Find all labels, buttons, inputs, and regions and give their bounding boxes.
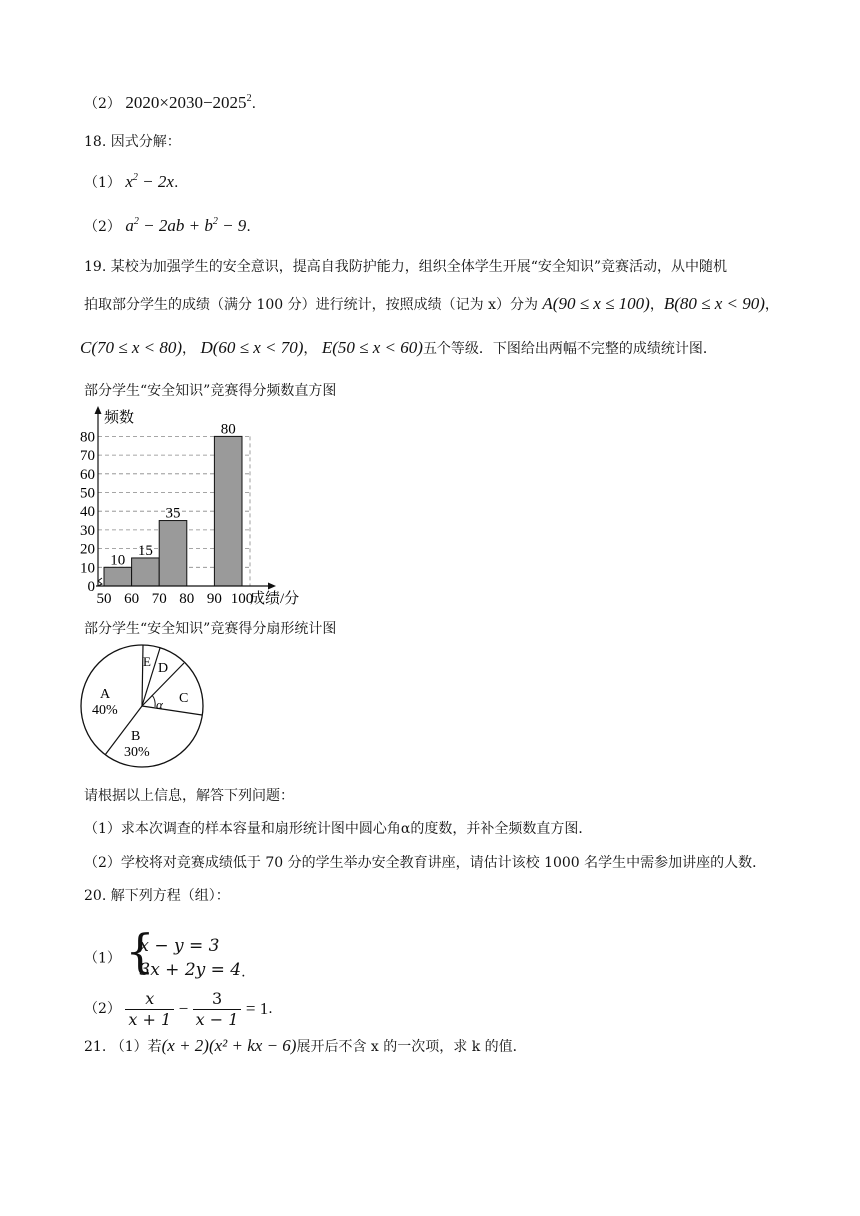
pie-label-a: A: [100, 687, 111, 702]
q21-text2: 展开后不含 x 的一次项，求 k 的值．: [296, 1039, 527, 1055]
bar-data-label-4: 80: [220, 421, 236, 438]
q19-line2-text: 拍取部分学生的成绩（满分 100 分）进行统计，按照成绩（记为 x）分为: [84, 297, 543, 313]
q20-title: 20. 解下列方程（组）：: [84, 888, 230, 904]
period: .: [173, 175, 179, 191]
bar-data-label-2: 15: [137, 542, 153, 559]
x-tick-60: 60: [124, 591, 140, 607]
pie-caption: 部分学生“安全知识”竞赛得分扇形统计图: [84, 621, 337, 637]
fraction-2: $\frac{3}{x - 1}$: [193, 989, 242, 1030]
sep: ，: [649, 297, 664, 313]
y-tick-60: 60: [80, 466, 95, 483]
q19-sub2: （2）学校将对竞赛成绩低于 70 分的学生举办安全教育讲座，请估计该校 1000 名学生中需参加讲座的人数．: [84, 855, 767, 871]
sep: ，: [303, 341, 318, 357]
x-tick-50: 50: [96, 591, 112, 607]
pie-label-c: C: [179, 691, 189, 706]
q21-expression: (x + 2)(x² + kx − 6): [161, 1036, 297, 1055]
x-tick-100: 100: [230, 591, 254, 607]
y-axis-title: 频数: [104, 410, 135, 426]
pie-label-d: D: [158, 661, 169, 676]
q21-line: [84, 1036, 527, 1057]
bar-data-label-3: 35: [165, 505, 181, 522]
histogram-caption: 部分学生“安全知识”竞赛得分频数直方图: [84, 383, 337, 399]
y-tick-70: 70: [80, 448, 95, 465]
y-tick-50: 50: [80, 485, 95, 502]
left-brace: {: [125, 924, 155, 978]
frequency-histogram: [60, 404, 350, 608]
histogram-bar-1: [104, 567, 132, 586]
y-tick-20: 20: [80, 541, 95, 558]
fraction-1: $\frac{x}{x + 1}$: [125, 989, 174, 1030]
sep: ，: [182, 341, 197, 357]
q19-line3: [80, 338, 717, 359]
part-label: （1）: [84, 175, 121, 191]
q17-expression: $2020\times 2030-2025^2$: [125, 93, 252, 112]
x-axis-title: 成绩/分: [250, 591, 300, 607]
x-axis-arrow: [268, 583, 276, 590]
grade-c: C(70 ≤ x < 80): [80, 338, 183, 357]
y-tick-10: 10: [80, 560, 95, 577]
period: .: [251, 96, 257, 112]
y-tick-80: 80: [80, 429, 95, 446]
pie-chart: [76, 644, 208, 768]
histogram-bar-2: [132, 558, 160, 586]
x-tick-90: 90: [206, 591, 222, 607]
q18-title: 18. 因式分解：: [84, 134, 181, 150]
bar-data-label-1: 10: [110, 552, 126, 569]
pie-label-e: E: [143, 654, 151, 669]
q19-prompt: 请根据以上信息，解答下列问题：: [84, 788, 294, 804]
alpha-label: α: [156, 697, 163, 712]
equation-system: [125, 924, 242, 983]
part-label: （2）: [84, 219, 121, 235]
q18-2-expression: $a^2 - 2ab + b^2 - 9$: [125, 216, 247, 235]
q21-text1: 21. （1）若: [84, 1039, 162, 1055]
period: .: [241, 964, 246, 981]
pie-value-a: 40%: [92, 703, 118, 718]
part-label: （2）: [84, 1001, 121, 1017]
period: .: [246, 219, 251, 235]
histogram-bar-3: [159, 521, 187, 586]
x-tick-80: 80: [179, 591, 195, 607]
q19-sub1: （1）求本次调查的样本容量和扇形统计图中圆心角α的度数，并补全频数直方图．: [84, 821, 593, 837]
x-tick-70: 70: [151, 591, 167, 607]
q20-part1: [84, 924, 246, 985]
y-tick-30: 30: [80, 522, 95, 539]
y-axis-arrow: [95, 406, 102, 414]
rhs: = 1: [245, 999, 269, 1018]
part-label: （1）: [84, 950, 121, 967]
grade-a: A(90 ≤ x ≤ 100): [542, 294, 650, 313]
pie-label-b: B: [131, 729, 141, 744]
equation-2: 3x + 2y = 4: [139, 960, 242, 980]
q18-part1: [84, 172, 178, 193]
q19-line1: 19. 某校为加强学生的安全意识，提高自我防护能力，组织全体学生开展“安全知识”竞赛活动，从中随机: [84, 259, 728, 275]
sep: ，: [764, 297, 779, 313]
grade-b: B(80 ≤ x < 90): [663, 294, 765, 313]
y-tick-0: 0: [87, 579, 95, 595]
histogram-bar-4: [214, 436, 242, 586]
q18-part2: [84, 216, 251, 237]
q17-part2: [84, 93, 256, 114]
q19-line2: [84, 294, 779, 315]
equation-1: x − y = 3: [139, 936, 220, 956]
part-label: （2）: [84, 96, 121, 112]
q18-1-expression: $x^2 - 2x$: [125, 172, 174, 191]
y-tick-40: 40: [80, 504, 95, 521]
minus-sign: −: [178, 999, 189, 1018]
period: .: [268, 1001, 273, 1017]
grade-e: E(50 ≤ x < 60): [321, 338, 423, 357]
pie-value-b: 30%: [124, 745, 150, 760]
q20-part2: [84, 988, 273, 1030]
grade-d: D(60 ≤ x < 70): [200, 338, 304, 357]
q19-line3-tail: 五个等级．下图给出两幅不完整的成绩统计图．: [422, 341, 717, 357]
